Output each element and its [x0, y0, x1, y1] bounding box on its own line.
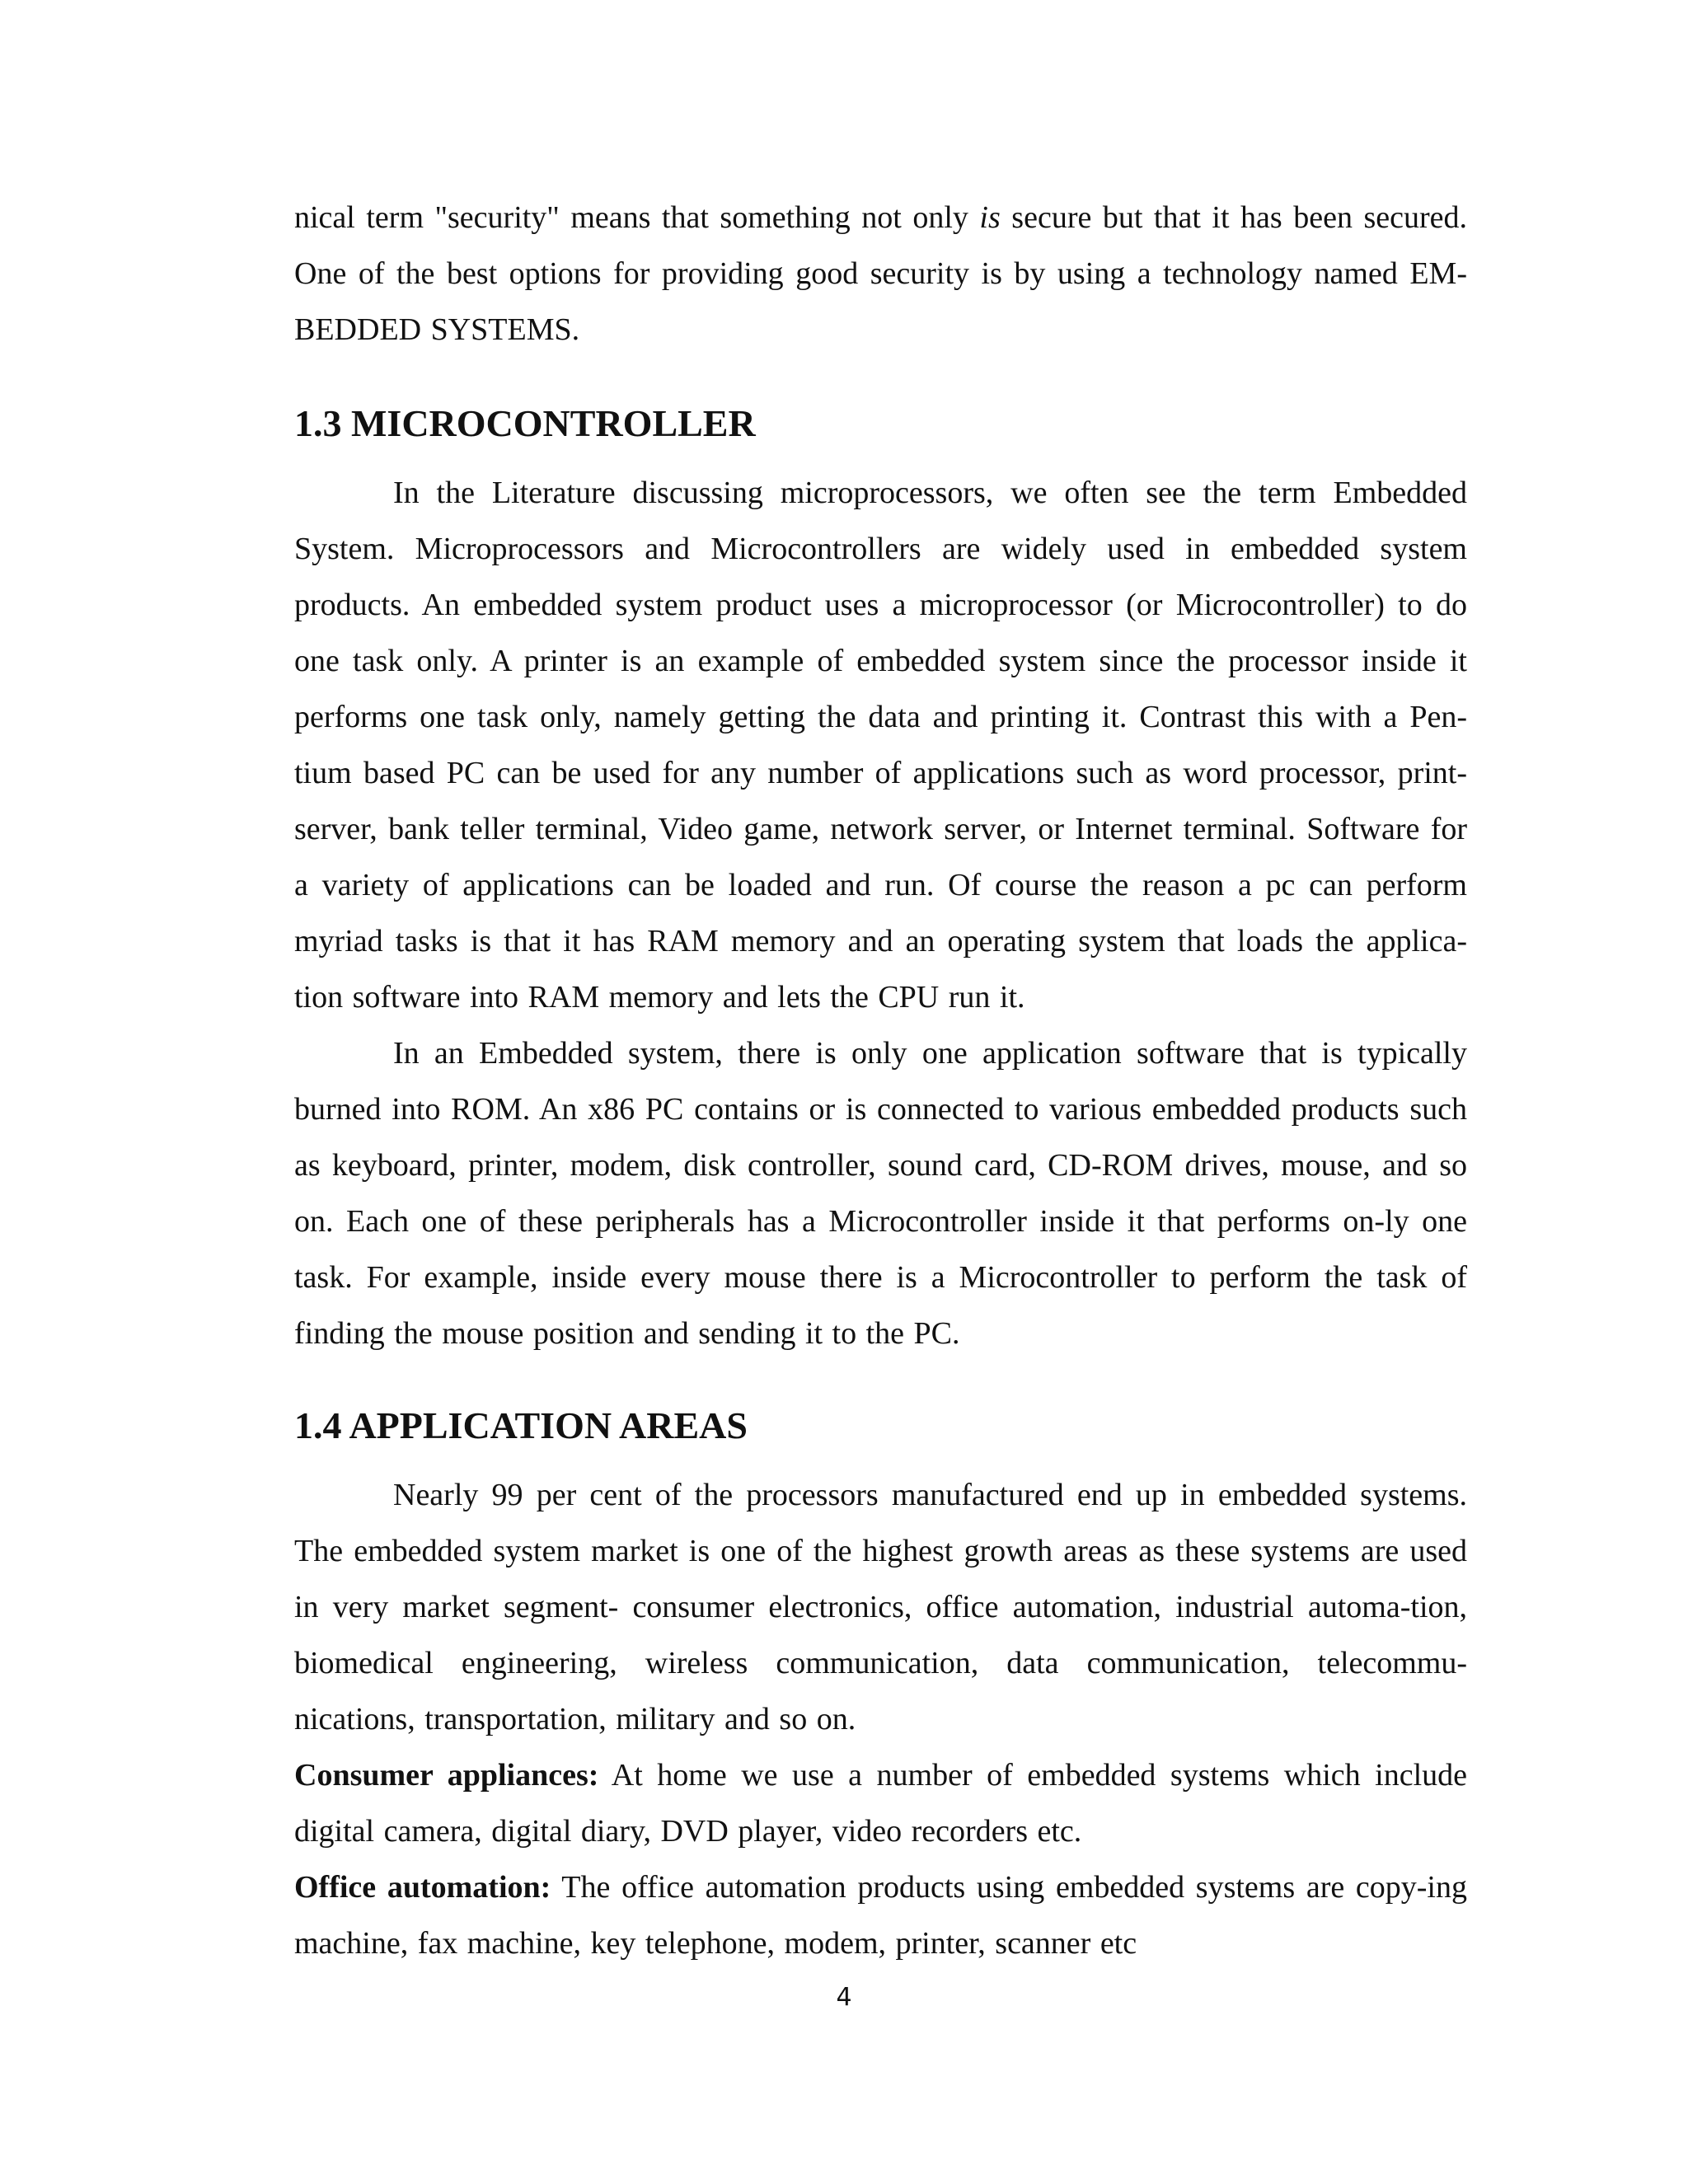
- microcontroller-paragraph-2: In an Embedded system, there is only one application software that is typically burned into ROM. An x86 PC contains or is connected to various embedded products such as keyboard, printer, modem, disk controller, sound card, CD-ROM drives, mouse, and so on. Each one of these peripherals has a Microcontroller inside it that performs on-ly one task. For example, inside every mouse there is a Microcontroller to perform the task of finding the mouse position and sending it to the PC.: [294, 1036, 1467, 1351]
- office-automation-term: Office automation:: [294, 1870, 551, 1905]
- office-automation-text: The office automation products using embedded systems are copy-ing machine, fax machine, key telephone, modem, printer, scanner etc: [294, 1870, 1467, 1961]
- consumer-appliances-item: [294, 1747, 1467, 1859]
- intro-paragraph: [294, 190, 1467, 358]
- microcontroller-paragraph-1: In the Literature discussing microprocessors, we often see the term Embedded System. Microprocessors and Microcontrollers are widely used in embedded system products. An embedded system product uses a microprocessor (or Microcontroller) to do one task only. A printer is an example of embedded system since the processor inside it performs one task only, namely getting the data and printing it. Contrast this with a Pen-tium based PC can be used for any number of applications such as word processor, print-server, bank teller terminal, Video game, network server, or Internet terminal. Software for a variety of applications can be loaded and run. Of course the reason a pc can perform myriad tasks is that it has RAM memory and an operating system that loads the applica-tion software into RAM memory and lets the CPU run it.: [294, 476, 1467, 1015]
- page-content: [294, 190, 1467, 1971]
- intro-italic-word: is: [979, 200, 1001, 235]
- consumer-appliances-term: Consumer appliances:: [294, 1758, 599, 1793]
- consumer-appliances-text: At home we use a number of embedded systems which include digital camera, digital diary, DVD player, video recorders etc.: [294, 1758, 1467, 1849]
- application-areas-paragraph: Nearly 99 per cent of the processors manufactured end up in embedded systems. The embedded system market is one of the highest growth areas as these systems are used in very market segment- consumer electronics, office automation, industrial automa-tion, biomedical engineering, wireless communication, data communication, telecommu-nications, transportation, military and so on.: [294, 1478, 1467, 1736]
- page-number: 4: [836, 1983, 852, 2012]
- section-heading-microcontroller: 1.3 MICROCONTROLLER: [294, 402, 756, 444]
- section-heading-application-areas: 1.4 APPLICATION AREAS: [294, 1404, 748, 1446]
- intro-text-end: secure but that it has been secured. One of the best options for providing good security is by using a technology named EM-BEDDED SYSTEMS.: [294, 200, 1467, 347]
- office-automation-item: [294, 1859, 1467, 1971]
- intro-text-start: nical term "security" means that something not only: [294, 200, 980, 235]
